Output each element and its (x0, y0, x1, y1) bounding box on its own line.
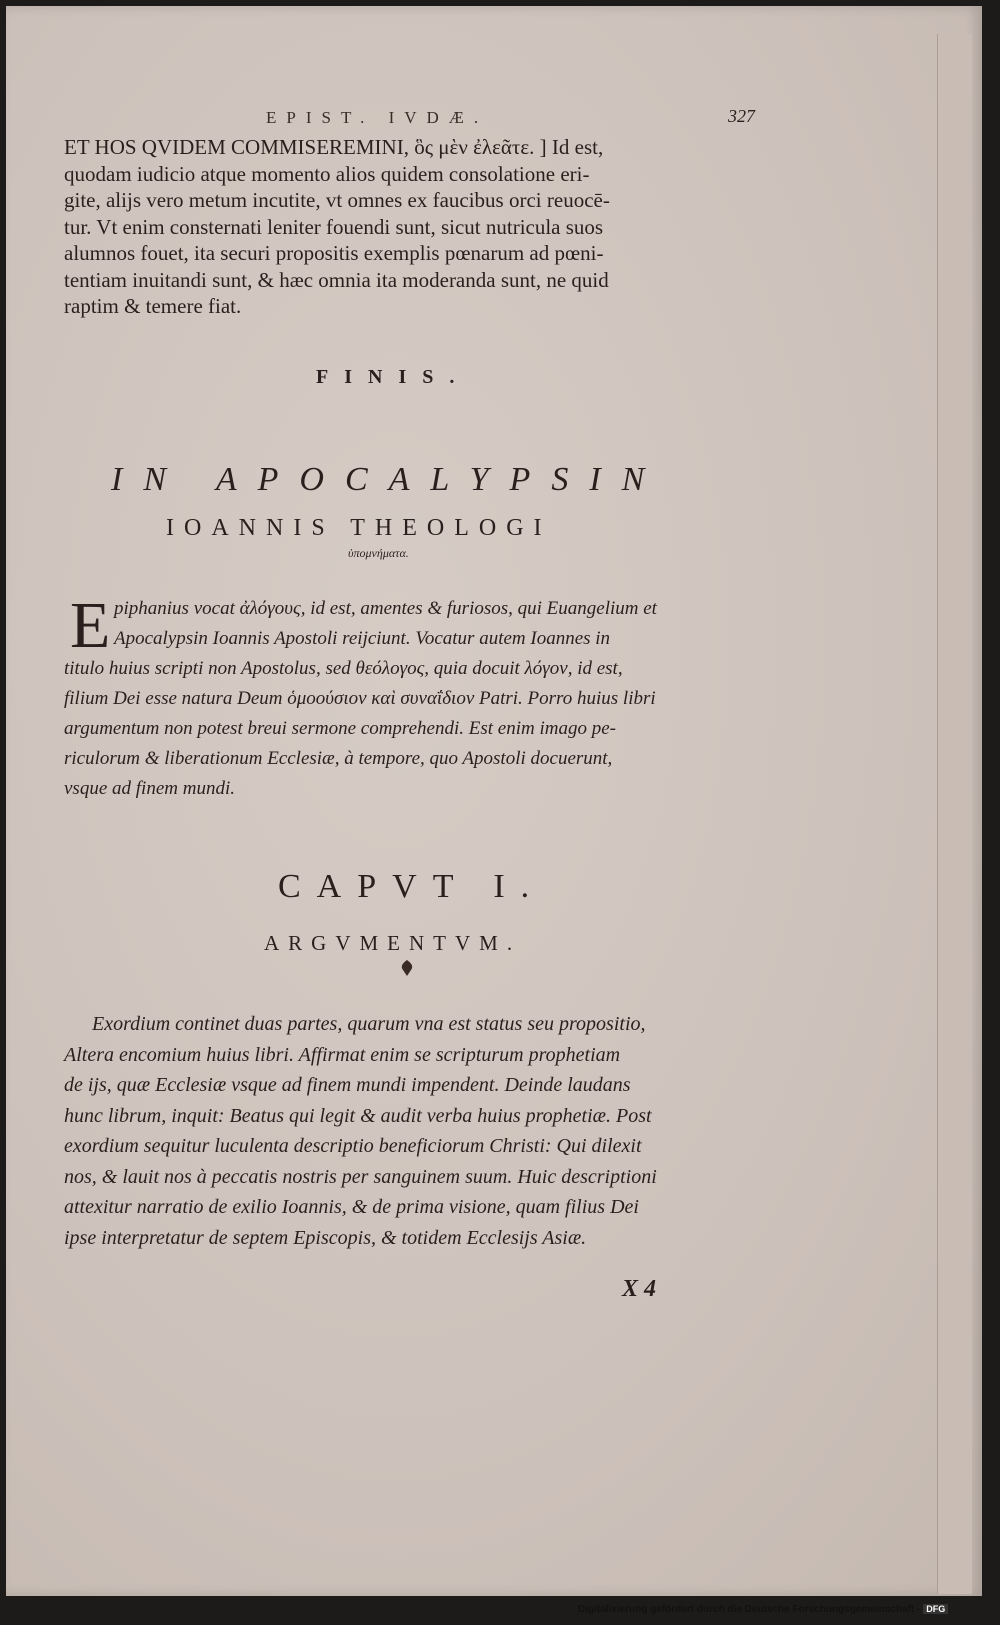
argument-heading: ARGVMENTVM. (264, 931, 522, 955)
text-line: attexitur narratio de exilio Ioannis, & de prima visione, quam filius Dei (64, 1196, 639, 1218)
fleuron-icon (397, 958, 417, 978)
closing-paragraph (64, 134, 764, 320)
text-line: piphanius vocat ἀλόγους, id est, amentes & furiosos, qui Euangelium et (114, 598, 657, 619)
text-line: quodam iudicio atque momento alios quidem consolatione eri- (64, 161, 590, 186)
text-line: argumentum non potest breui sermone comprehendi. Est enim imago pe- (64, 718, 616, 739)
text-line: ET HOS QVIDEM COMMISEREMINI, ὃς μὲν ἐλεᾶτε. ] Id est, (64, 135, 604, 159)
text-line: titulo huius scripti non Apostolus, sed θεόλογος, quia docuit λόγον, id est, (64, 658, 623, 679)
text-line: de ijs, quæ Ecclesiæ vsque ad finem mundi impendent. Deinde laudans (64, 1074, 631, 1096)
chapter-heading: CAPVT I. (278, 868, 546, 905)
decorated-initial: E (70, 589, 111, 662)
text-line: filium Dei esse natura Deum ὁμοούσιον καὶ συναΐδιον Patri. Porro huius libri (64, 688, 656, 709)
text-line: Apocalypsin Ioannis Apostoli reijciunt. Vocatur autem Ioannes in (114, 628, 611, 649)
argument-text (64, 1009, 764, 1253)
text-line: gite, alijs vero metum incutite, vt omnes ex faucibus orci reuocē- (64, 188, 610, 212)
next-page-edge (937, 34, 972, 1594)
text-line: ipse interpretatur de septem Episcopis, & totidem Ecclesijs Asiæ. (64, 1226, 587, 1249)
text-line: tur. Vt enim consternati leniter fouendi sunt, sicut nutricula suos (64, 214, 604, 239)
text-line: Altera encomium huius libri. Affirmat enim se scripturum prophetiam (64, 1043, 621, 1066)
digitization-footer (578, 1604, 948, 1615)
text-line: raptim & temere fiat. (64, 294, 242, 318)
text-line: riculorum & liberationum Ecclesiæ, à tempore, quo Apostoli docuerunt, (64, 748, 613, 769)
book-subtitle: IOANNIS THEOLOGI (166, 515, 552, 541)
greek-subtitle: ὑπομνήματα. (348, 546, 409, 560)
book-title: IN APOCALYPSIN (111, 461, 666, 498)
book-page (6, 6, 982, 1596)
dfg-logo: DFG (923, 1604, 948, 1614)
footer-text: Digitalisierung gefördert durch die Deutsche Forschungsgemeinschaft - (578, 1604, 921, 1615)
finis-mark: FINIS. (316, 366, 471, 388)
text-line: exordium sequitur luculenta descriptio beneficiorum Christi: Qui dilexit (64, 1135, 642, 1157)
running-head: EPIST. IVDÆ. (266, 108, 489, 127)
text-line: alumnos fouet, ita securi propositis exemplis pœnarum ad pœni- (64, 241, 604, 265)
signature-mark: X 4 (622, 1276, 657, 1302)
text-line: vsque ad finem mundi. (64, 778, 235, 799)
intro-paragraph (64, 589, 764, 804)
page-number: 327 (728, 106, 755, 126)
text-line: hunc librum, inquit: Beatus qui legit & audit verba huius prophetiæ. Post (64, 1104, 652, 1127)
text-line: Exordium continet duas partes, quarum vna est status seu propositio, (92, 1013, 646, 1035)
text-line: nos, & lauit nos à peccatis nostris per sanguinem suum. Huic descriptioni (64, 1165, 657, 1188)
text-line: tentiam inuitandi sunt, & hæc omnia ita moderanda sunt, ne quid (64, 267, 609, 292)
